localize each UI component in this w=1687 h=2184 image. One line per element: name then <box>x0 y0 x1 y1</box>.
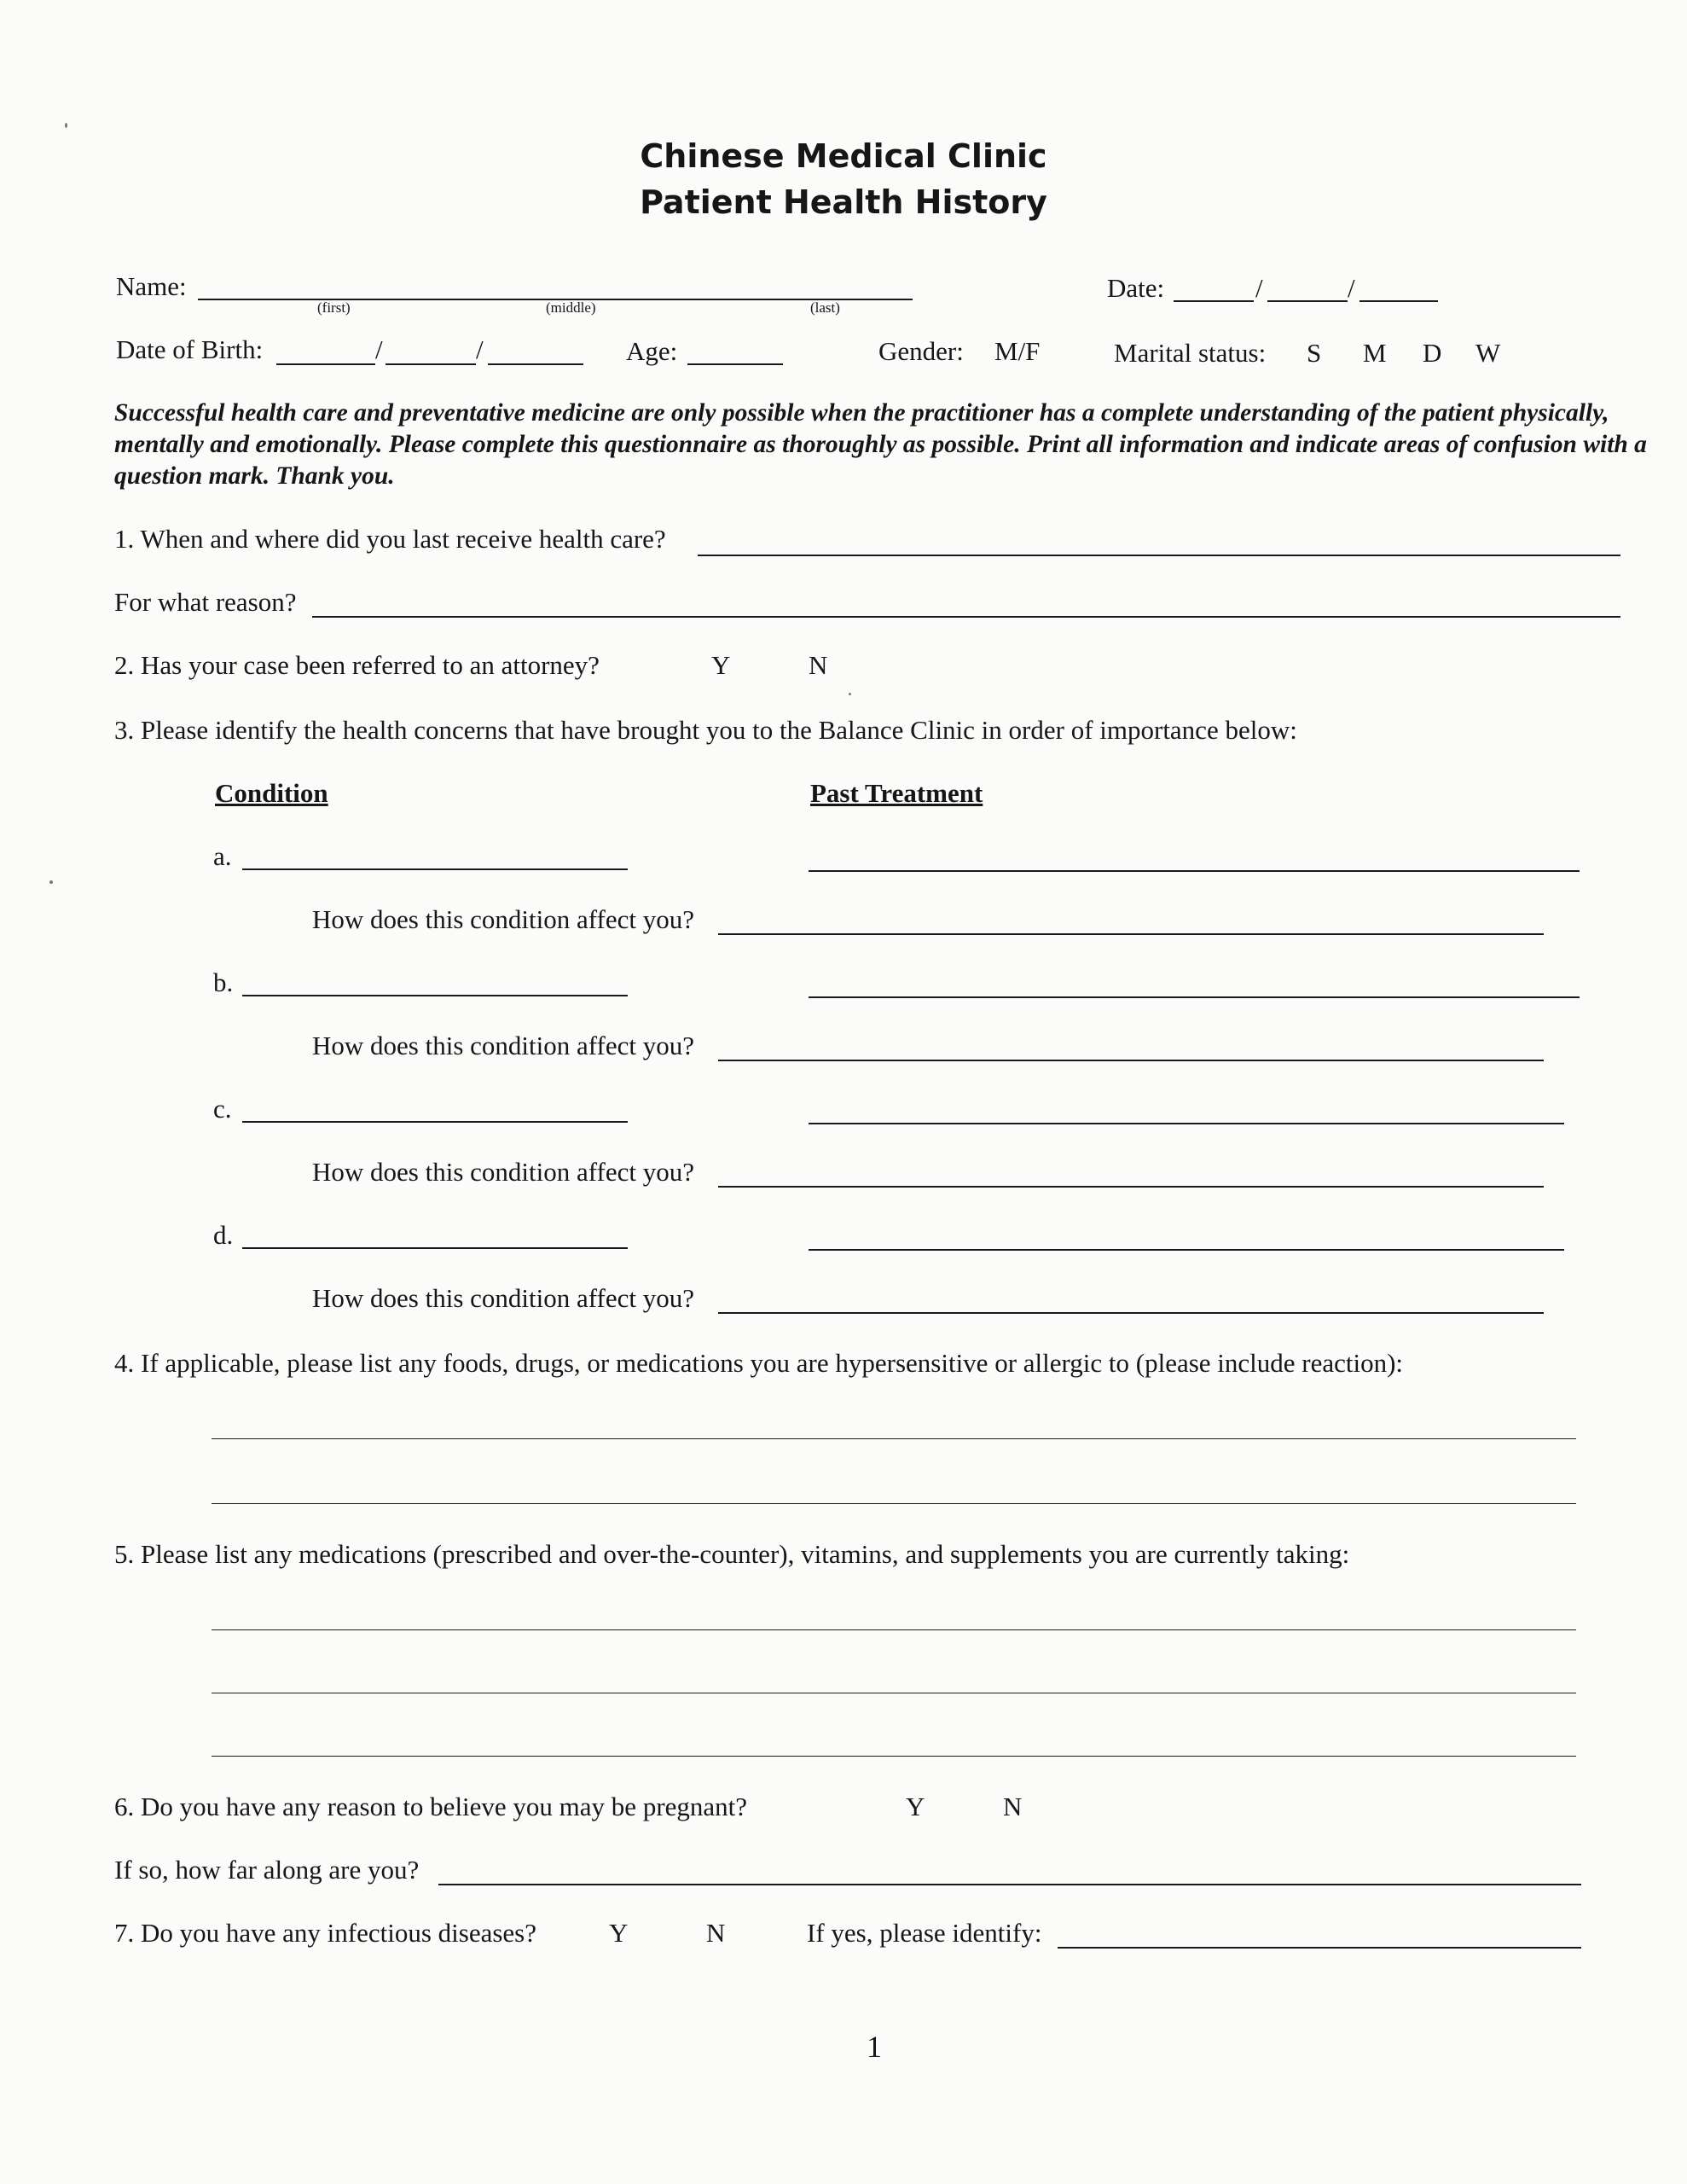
gender-label: Gender: <box>878 336 964 366</box>
dob-month-field[interactable] <box>276 363 375 365</box>
treatment-c-field[interactable] <box>809 1123 1564 1124</box>
condition-c-affect-field[interactable] <box>718 1186 1544 1188</box>
condition-b-letter: b. <box>213 967 234 997</box>
last-name-caption: (last) <box>810 299 840 316</box>
dob-label: Date of Birth: <box>116 334 264 364</box>
question-1-label: 1. When and where did you last receive health care? <box>114 524 666 554</box>
condition-d-affect-field[interactable] <box>718 1312 1544 1314</box>
condition-b-affect-field[interactable] <box>718 1060 1544 1061</box>
condition-column-header: Condition <box>215 778 328 808</box>
condition-d-affect-label: How does this condition affect you? <box>312 1283 694 1313</box>
question-5-label: 5. Please list any medications (prescribed and over-the-counter), vitamins, and supplements you are currently taking: <box>114 1539 1350 1569</box>
question-1-field[interactable] <box>698 555 1620 556</box>
marital-option-single[interactable]: S <box>1307 338 1322 368</box>
gender-options[interactable]: M/F <box>994 336 1041 366</box>
date-year-field[interactable] <box>1359 300 1438 302</box>
condition-d-field[interactable] <box>242 1247 628 1249</box>
date-separator: / <box>1255 273 1263 303</box>
condition-d-letter: d. <box>213 1220 234 1250</box>
clinic-name: Chinese Medical Clinic <box>640 137 1047 175</box>
question-5-field-line-1[interactable] <box>212 1629 1576 1630</box>
condition-b-affect-label: How does this condition affect you? <box>312 1031 694 1060</box>
date-day-field[interactable] <box>1267 300 1348 302</box>
question-6-followup-label: If so, how far along are you? <box>114 1855 420 1885</box>
dob-day-field[interactable] <box>386 363 476 365</box>
treatment-d-field[interactable] <box>809 1249 1564 1251</box>
question-7-no-option[interactable]: N <box>706 1918 726 1948</box>
question-6-yes-option[interactable]: Y <box>906 1792 925 1821</box>
age-field[interactable] <box>687 363 783 365</box>
past-treatment-column-header: Past Treatment <box>810 778 983 808</box>
marital-option-married[interactable]: M <box>1363 338 1387 368</box>
question-7-followup-field[interactable] <box>1058 1947 1581 1949</box>
question-2-label: 2. Has your case been referred to an attorney? <box>114 650 600 680</box>
dob-year-field[interactable] <box>488 363 583 365</box>
question-4-field-line-1[interactable] <box>212 1438 1576 1439</box>
condition-a-affect-field[interactable] <box>718 933 1544 935</box>
question-6-followup-field[interactable] <box>438 1884 1581 1885</box>
condition-a-affect-label: How does this condition affect you? <box>312 904 694 934</box>
page-number: 1 <box>867 2030 882 2064</box>
condition-c-affect-label: How does this condition affect you? <box>312 1157 694 1187</box>
marital-option-widowed[interactable]: W <box>1475 338 1501 368</box>
question-1-reason-field[interactable] <box>312 616 1620 618</box>
date-label: Date: <box>1107 273 1165 303</box>
question-7-label: 7. Do you have any infectious diseases? <box>114 1918 537 1948</box>
condition-c-field[interactable] <box>242 1121 628 1123</box>
form-title: Patient Health History <box>640 183 1047 221</box>
question-6-no-option[interactable]: N <box>1003 1792 1023 1821</box>
intro-paragraph: Successful health care and preventative medicine are only possible when the practitioner has a complete understanding of the patient physically, mentally and emotionally. Please complete this questionnaire as thoroughly as possible. Print all information and indicate areas of confusion with a question mark. Thank you. <box>114 399 1647 490</box>
scan-speck <box>49 880 53 884</box>
name-label: Name: <box>116 271 187 301</box>
question-1-reason-label: For what reason? <box>114 587 297 617</box>
middle-name-caption: (middle) <box>546 299 596 316</box>
condition-a-letter: a. <box>213 841 232 871</box>
question-2-no-option[interactable]: N <box>809 650 828 680</box>
marital-option-divorced[interactable]: D <box>1423 338 1442 368</box>
dob-separator: / <box>375 334 383 364</box>
condition-b-field[interactable] <box>242 995 628 996</box>
date-separator: / <box>1348 273 1355 303</box>
question-4-label: 4. If applicable, please list any foods, drugs, or medications you are hypersensitive or allergic to (please include reaction): <box>114 1348 1404 1378</box>
question-3-label: 3. Please identify the health concerns that have brought you to the Balance Clinic in order of importance below: <box>114 715 1297 745</box>
age-label: Age: <box>626 336 678 366</box>
question-6-label: 6. Do you have any reason to believe you may be pregnant? <box>114 1792 748 1821</box>
treatment-b-field[interactable] <box>809 996 1580 998</box>
question-4-field-line-2[interactable] <box>212 1503 1576 1504</box>
condition-c-letter: c. <box>213 1094 232 1124</box>
dob-separator: / <box>476 334 484 364</box>
question-2-yes-option[interactable]: Y <box>711 650 731 680</box>
date-month-field[interactable] <box>1174 300 1254 302</box>
scan-speck <box>849 693 851 695</box>
condition-a-field[interactable] <box>242 868 628 870</box>
question-5-field-line-3[interactable] <box>212 1756 1576 1757</box>
question-7-yes-option[interactable]: Y <box>609 1918 629 1948</box>
scan-speck <box>65 123 67 128</box>
first-name-caption: (first) <box>317 299 351 316</box>
treatment-a-field[interactable] <box>809 870 1580 872</box>
question-7-followup-label: If yes, please identify: <box>807 1918 1042 1948</box>
marital-status-label: Marital status: <box>1114 338 1267 368</box>
